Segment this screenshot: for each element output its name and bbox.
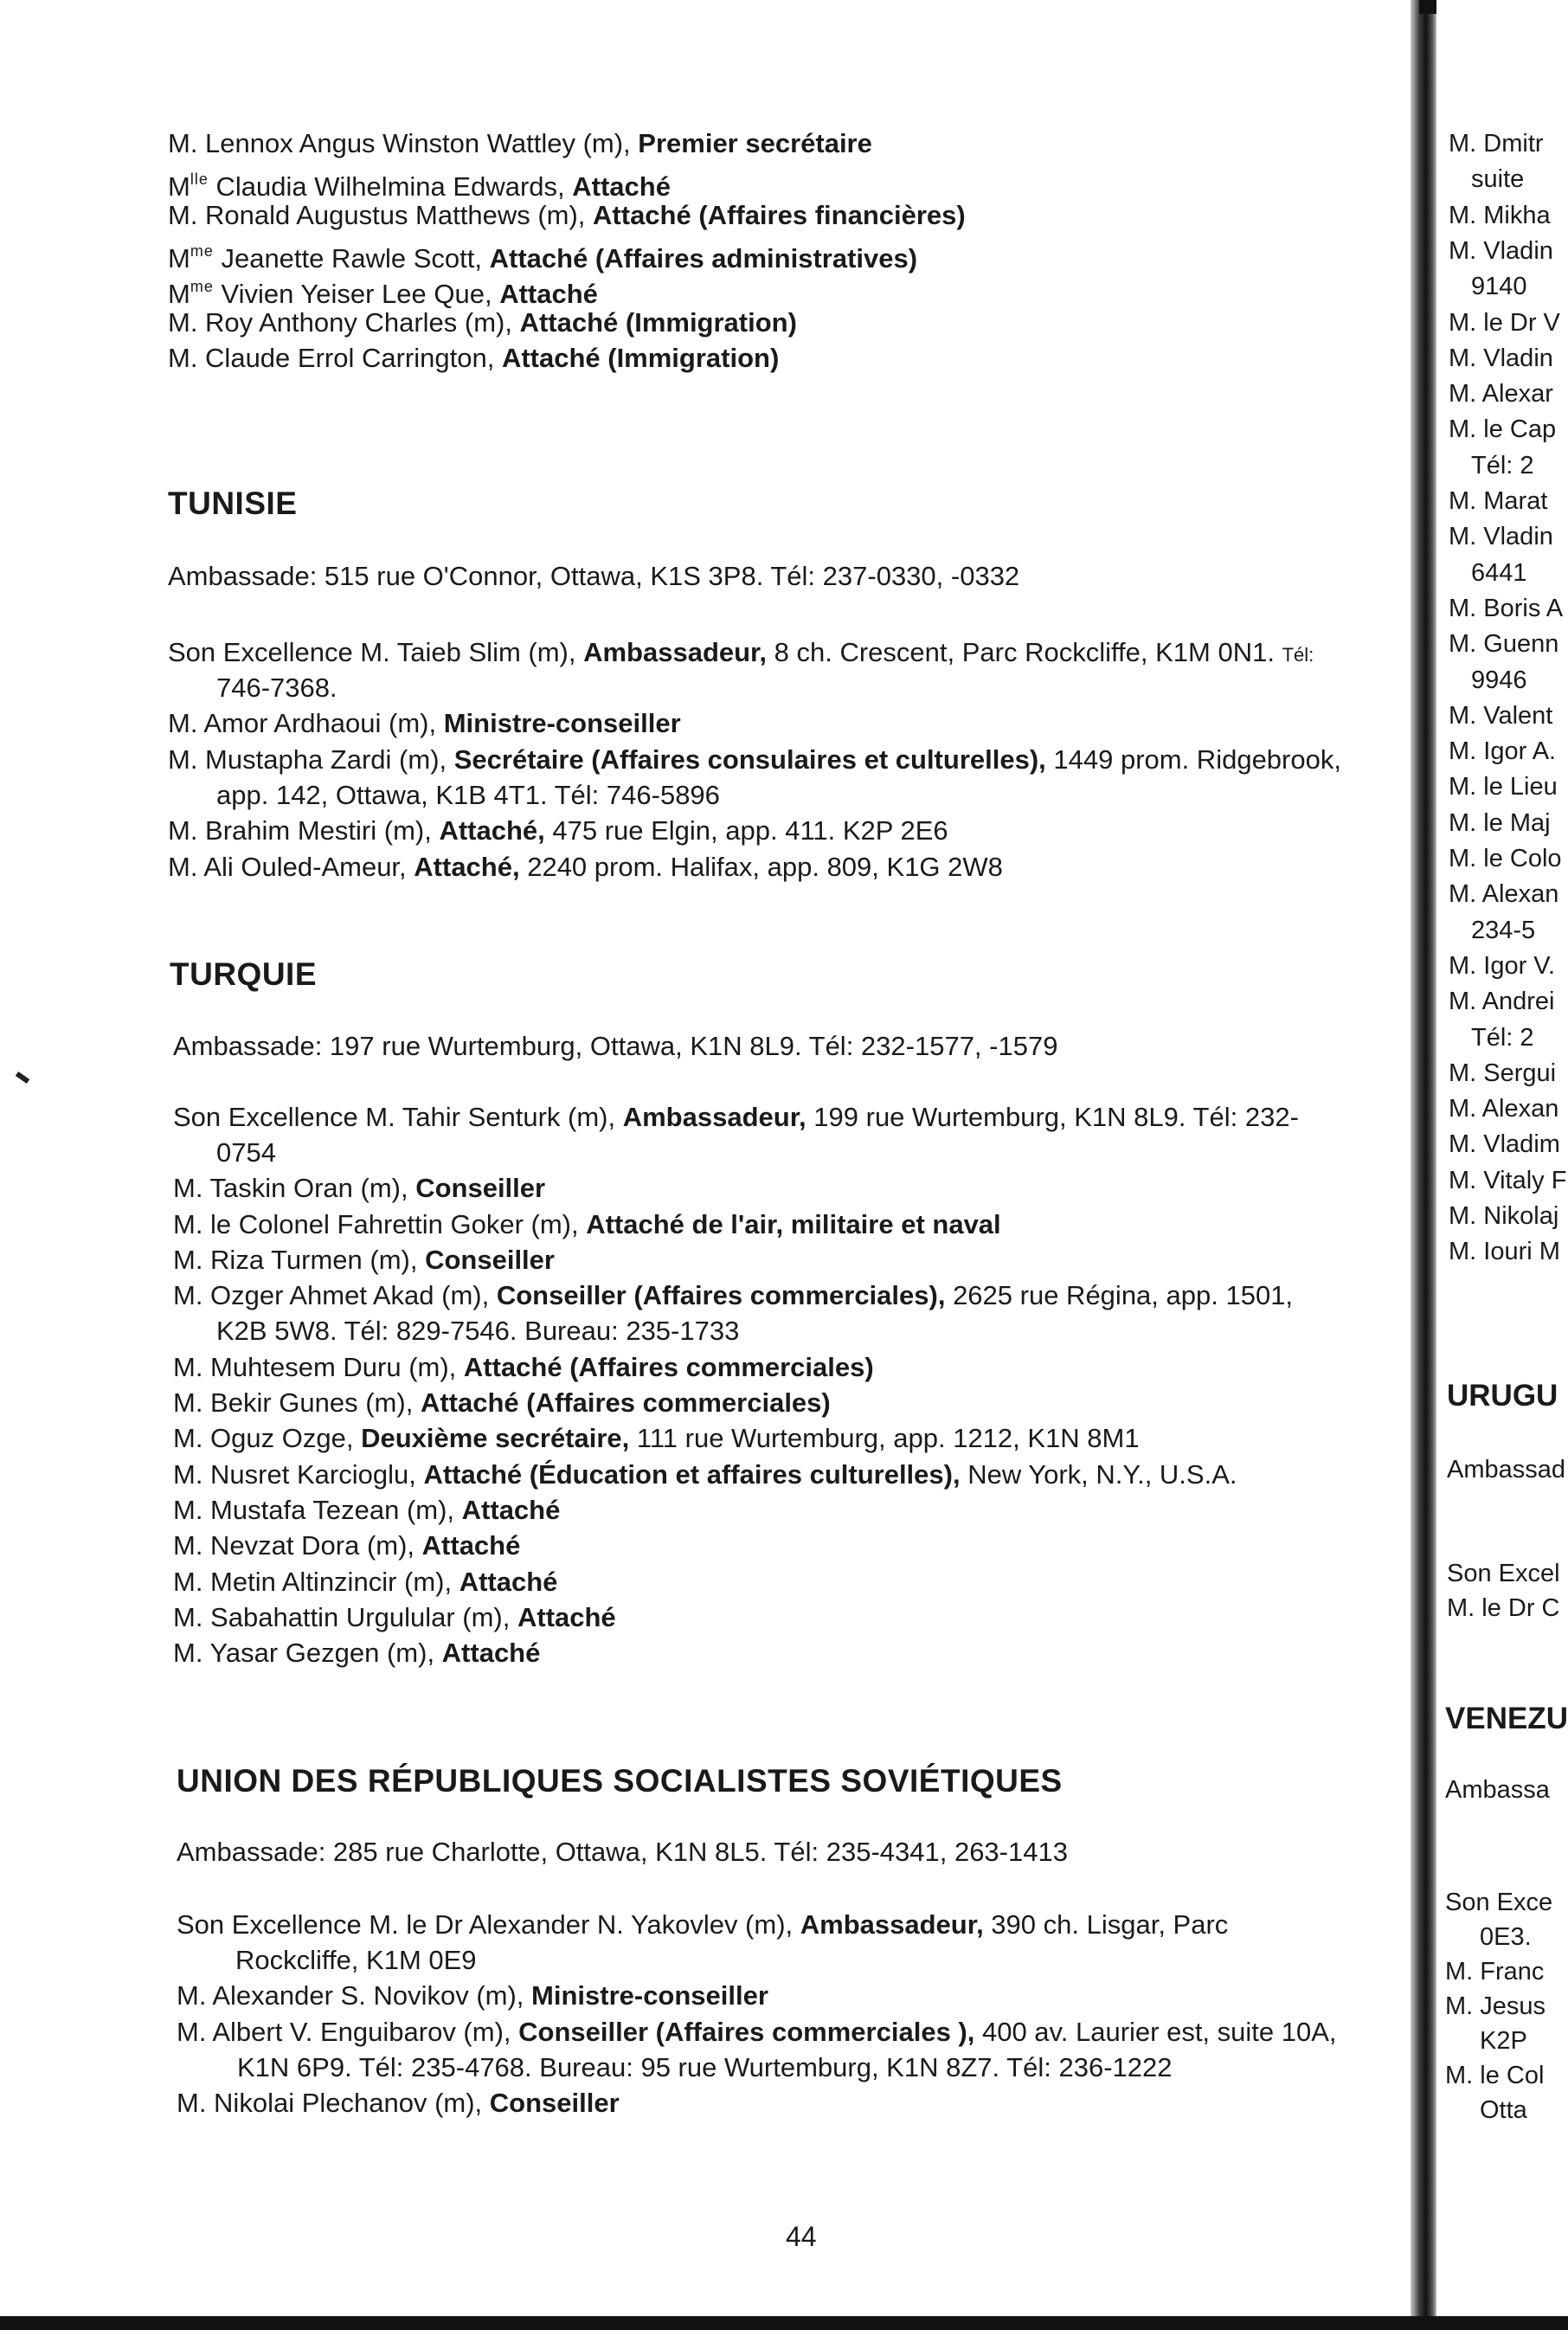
entry-line: M. Mustafa Tezean (m), Attaché	[173, 1495, 561, 1525]
entry-line: M. Igor A.	[1449, 737, 1557, 766]
entry-line: M. Nusret Karcioglu, Attaché (Éducation et affaires culturelles), New York, N.Y., U.S.A.	[173, 1459, 1237, 1490]
entry-line: M. Iouri M	[1449, 1238, 1560, 1266]
entry-line: M. le Maj	[1449, 808, 1551, 837]
entry-line: Son Excellence M. Taieb Slim (m), Ambassadeur, 8 ch. Crescent, Parc Rockcliffe, K1M 0N1. Tél:	[168, 637, 1314, 667]
entry-line: M. Oguz Ozge, Deuxième secrétaire, 111 rue Wurtemburg, app. 1212, K1N 8M1	[173, 1423, 1140, 1453]
entry-continuation: 0754	[216, 1137, 276, 1168]
entry-line: M. Vladim	[1449, 1130, 1560, 1159]
list-item: M. Ronald Augustus Matthews (m), Attaché (Affaires financières)	[168, 200, 966, 230]
entry-line: M. Nikolai Plechanov (m), Conseiller	[177, 2088, 620, 2118]
list-item: M. Claude Errol Carrington, Attaché (Immigration)	[168, 343, 780, 373]
entry-line: M. Ozger Ahmet Akad (m), Conseiller (Affaires commerciales), 2625 rue Régina, app. 1501,	[173, 1280, 1294, 1310]
entry-line: M. Nikolaj	[1449, 1202, 1559, 1230]
entry-line: M. le Dr V	[1449, 308, 1560, 337]
entry-line: M. Sabahattin Urgulular (m), Attaché	[173, 1602, 616, 1632]
entry-line: M. Alexan	[1449, 880, 1559, 909]
entry-continuation: Tél: 2	[1471, 451, 1534, 480]
entry-line: M. Valent	[1449, 701, 1553, 730]
entry-line: M. Bekir Gunes (m), Attaché (Affaires commerciales)	[173, 1387, 831, 1418]
embassy-address: Ambassad	[1447, 1456, 1566, 1484]
entry-line: M. Mikha	[1449, 201, 1551, 229]
entry-continuation: Rockcliffe, K1M 0E9	[235, 1945, 477, 1975]
entry-continuation: 9140	[1471, 273, 1527, 301]
entry-line: M. Igor V.	[1449, 951, 1556, 980]
entry-line: Son Excel	[1447, 1560, 1560, 1587]
entry-line: Son Excellence M. Tahir Senturk (m), Ambassadeur, 199 rue Wurtemburg, K1N 8L9. Tél: 232-	[173, 1102, 1299, 1132]
list-item: $M^{lle}$ Claudia Wilhelmina Edwards, Attaché	[168, 171, 671, 202]
entry-line: M. Vladin	[1449, 344, 1553, 372]
book-spine	[1411, 0, 1436, 2330]
entry-line: M. Taskin Oran (m), Conseiller	[173, 1173, 546, 1203]
embassy-address: Ambassade: 285 rue Charlotte, Ottawa, K1N 8L5. Tél: 235-4341, 263-1413	[177, 1837, 1068, 1867]
entry-line: M. Amor Ardhaoui (m), Ministre-conseiller	[168, 708, 681, 738]
entry-line: M. le Cap	[1449, 415, 1557, 444]
entry-line: M. Vladin	[1449, 236, 1553, 265]
entry-line: M. Ali Ouled-Ameur, Attaché, 2240 prom. Halifax, app. 809, K1G 2W8	[168, 852, 1003, 882]
entry-line: M. le Colo	[1449, 845, 1562, 872]
section-heading: TUNISIE	[168, 486, 298, 521]
section-heading: VENEZU	[1445, 1702, 1568, 1735]
right-page-fragment	[1436, 0, 1568, 2330]
section-heading: UNION DES RÉPUBLIQUES SOCIALISTES SOVIÉTIQUES	[177, 1763, 1063, 1799]
entry-line: M. Sergui	[1449, 1059, 1557, 1087]
entry-line: M. Marat	[1449, 487, 1548, 515]
section-heading: TURQUIE	[170, 956, 317, 992]
scan-edge-bottom	[0, 2316, 1568, 2330]
entry-line: Son Excellence M. le Dr Alexander N. Yakovlev (m), Ambassadeur, 390 ch. Lisgar, Parc	[177, 1909, 1229, 1940]
list-item: $M^{me}$ Vivien Yeiser Lee Que, Attaché	[168, 278, 598, 309]
entry-line: M. le Dr C	[1447, 1594, 1560, 1622]
entry-continuation: K2P	[1480, 2027, 1527, 2055]
entry-continuation: 6441	[1471, 558, 1527, 587]
entry-line: M. Vitaly F	[1449, 1166, 1567, 1194]
list-item: $M^{me}$ Jeanette Rawle Scott, Attaché (Affaires administratives)	[168, 242, 918, 274]
section-heading: URUGU	[1447, 1379, 1558, 1413]
entry-line: M. Guenn	[1449, 630, 1559, 659]
entry-line: M. Alexan	[1449, 1095, 1559, 1123]
entry-line: M. Nevzat Dora (m), Attaché	[173, 1530, 521, 1561]
entry-line: M. Yasar Gezgen (m), Attaché	[173, 1638, 541, 1668]
entry-line: M. Jesus	[1445, 1992, 1546, 2020]
entry-line: M. Brahim Mestiri (m), Attaché, 475 rue Elgin, app. 411. K2P 2E6	[168, 815, 948, 846]
entry-continuation: K2B 5W8. Tél: 829-7546. Bureau: 235-1733	[216, 1316, 740, 1346]
entry-continuation: suite	[1471, 165, 1525, 194]
scan-mark	[16, 1072, 30, 1084]
entry-line: M. Riza Turmen (m), Conseiller	[173, 1245, 555, 1275]
entry-line: M. Muhtesem Duru (m), Attaché (Affaires commerciales)	[173, 1352, 874, 1382]
entry-line: M. Metin Altinzincir (m), Attaché	[173, 1567, 558, 1597]
entry-continuation: 9946	[1471, 666, 1527, 694]
entry-line: M. le Col	[1445, 2062, 1545, 2089]
entry-line: M. Alexander S. Novikov (m), Ministre-conseiller	[177, 1980, 768, 2011]
embassy-address: Ambassade: 515 rue O'Connor, Ottawa, K1S 3P8. Tél: 237-0330, -0332	[168, 561, 1020, 591]
entry-line: M. le Colonel Fahrettin Goker (m), Attaché de l'air, militaire et naval	[173, 1209, 1001, 1239]
entry-line: Son Exce	[1445, 1889, 1553, 1916]
embassy-address: Ambassade: 197 rue Wurtemburg, Ottawa, K1N 8L9. Tél: 232-1577, -1579	[173, 1031, 1058, 1061]
list-item: M. Lennox Angus Winston Wattley (m), Premier secrétaire	[168, 128, 872, 158]
entry-line: M. Alexar	[1449, 380, 1553, 409]
entry-line: M. Albert V. Enguibarov (m), Conseiller (Affaires commerciales ), 400 av. Laurier est, suite 10A,	[177, 2017, 1337, 2047]
entry-line: M. Franc	[1445, 1958, 1545, 1986]
entry-continuation: Otta	[1480, 2096, 1527, 2124]
entry-continuation: app. 142, Ottawa, K1B 4T1. Tél: 746-5896	[216, 780, 720, 810]
entry-continuation: Tél: 2	[1471, 1023, 1534, 1052]
entry-continuation: 746-7368.	[216, 673, 337, 703]
entry-line: M. Mustapha Zardi (m), Secrétaire (Affaires consulaires et culturelles), 1449 prom. Ridgebrook,	[168, 744, 1341, 775]
entry-line: M. Boris A	[1449, 594, 1564, 622]
embassy-address: Ambassa	[1445, 1776, 1550, 1804]
entry-continuation: 0E3.	[1480, 1923, 1532, 1951]
entry-continuation: 234-5	[1471, 916, 1536, 944]
entry-line: M. Vladin	[1449, 523, 1553, 551]
entry-line: M. Dmitr	[1449, 130, 1544, 158]
page-number: 44	[786, 2221, 817, 2252]
list-item: M. Roy Anthony Charles (m), Attaché (Immigration)	[168, 307, 797, 338]
entry-continuation: K1N 6P9. Tél: 235-4768. Bureau: 95 rue Wurtemburg, K1N 8Z7. Tél: 236-1222	[237, 2052, 1173, 2082]
entry-line: M. le Lieu	[1449, 773, 1558, 801]
entry-line: M. Andrei	[1449, 988, 1555, 1016]
